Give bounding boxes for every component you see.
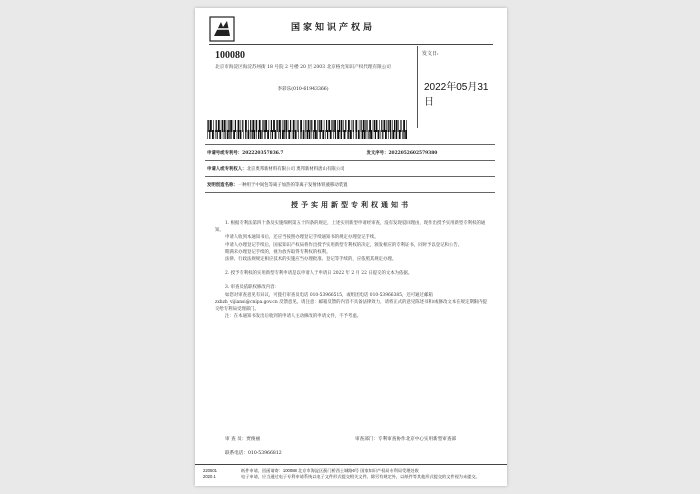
dispatch-date: 2022年05月31日 <box>424 82 489 108</box>
footer-divider <box>195 464 507 465</box>
application-number: 202220357836.7 <box>242 150 284 156</box>
dispatch-date-box <box>417 46 494 128</box>
invention-title: 一种用于中间包等离子加热的等离子发射体铁液移动装置 <box>237 182 348 188</box>
form-code: 220501 2020.1 <box>203 468 217 479</box>
examining-department: 审查部门：专利审查协作北京中心实用新型审查部 <box>355 437 457 442</box>
notice-paragraph: 法律、行政法规规定相应技术的实施应当办理批准、登记等手续的，应依照其规定办理。 <box>225 257 397 263</box>
application-number-label: 申请号或专利号： <box>207 150 243 156</box>
notice-paragraph: 3. 审查员依职权修改内容： <box>225 285 279 291</box>
office-name: 国家知识产权局 <box>291 23 376 33</box>
notice-document <box>195 8 507 486</box>
barcode-bottom <box>207 130 407 139</box>
serial-number-label: 发文序号： <box>366 150 389 156</box>
notice-paragraph: 申请人收到本通知书后，还应当按照办理登记手续通知书的规定办理登记手续。 <box>225 235 379 241</box>
table-row <box>205 177 495 193</box>
table-row <box>205 161 495 177</box>
table-row <box>205 145 495 161</box>
header-divider <box>209 44 493 45</box>
mailing-address: 北京市海淀区海淀苏州街 18 号院 2 号楼 20 层 2003 北京格允知识产权代理有限公司 <box>215 65 391 70</box>
invention-title-label: 发明创造名称： <box>207 182 238 188</box>
notice-paragraph: 2. 授予专利权的实用新型专利申请是以申请人于申请日 2022 年 2 月 22 日提交的文本为依据。 <box>225 271 413 277</box>
applicant-name: 北京奥邦新材料有限公司 奥邦新材料唐山有限公司 <box>246 166 345 172</box>
application-info-table <box>205 144 495 193</box>
notice-title: 授予实用新型专利权通知书 <box>291 200 411 209</box>
cnipa-logo-icon <box>209 16 235 42</box>
recipient-contact: 李彩乐(010-61943366) <box>277 87 329 92</box>
notice-body <box>215 220 487 320</box>
submission-instructions: 纸件申请，回函请寄：100088 北京市海淀区蓟门桥西土城路6号 国家知识产权局专利局受理处收 电子申请，应当通过电子专利申请系统以电子文件形式提交相关文件。除另有规定外，以纸件等其他形式提交的文件视为未提交。 <box>241 468 480 479</box>
applicant-label: 申请人或专利权人： <box>207 166 247 172</box>
dispatch-date-label: 发文日: <box>422 51 439 57</box>
notice-paragraph: 如您对审查意见有异议，可拨打审查员电话 010-53966515，或组团电话 010-53966385，还可通过邮箱 zxhzh_vijiansi@cnipa.gov.cn 反馈意见。请注意：邮箱反馈的内容不具备法律效力，请将正式的意见陈述书和/或修改文本在规定期限内提交给专利局受理部门。 <box>215 292 487 313</box>
notice-paragraph: 1. 根据专利法第四十条及实施细则第五十四条的规定，上述实用新型申请经审查，没有发现驳回理由，现作出授予实用新型专利权的通知。 <box>215 221 486 234</box>
notice-paragraph: 注：在本通知书发出后收到的申请人主动修改的申请文件，不予考虑。 <box>225 314 362 320</box>
examiner-name: 审 查 员：贾俊丽 <box>225 437 261 442</box>
contact-phone: 联系电话：010-53966812 <box>225 451 282 456</box>
postal-code: 100080 <box>215 50 245 61</box>
serial-number: 2022052602579380 <box>388 150 438 156</box>
notice-paragraph: 期满未办理登记手续的，视为放弃取得专利权的权利。 <box>225 249 331 255</box>
notice-paragraph: 申请人办理登记手续后，国家知识产权局将作出授予实用新型专利权的决定，颁发相应的专利证书，同时予以登记和公告。 <box>225 242 463 248</box>
